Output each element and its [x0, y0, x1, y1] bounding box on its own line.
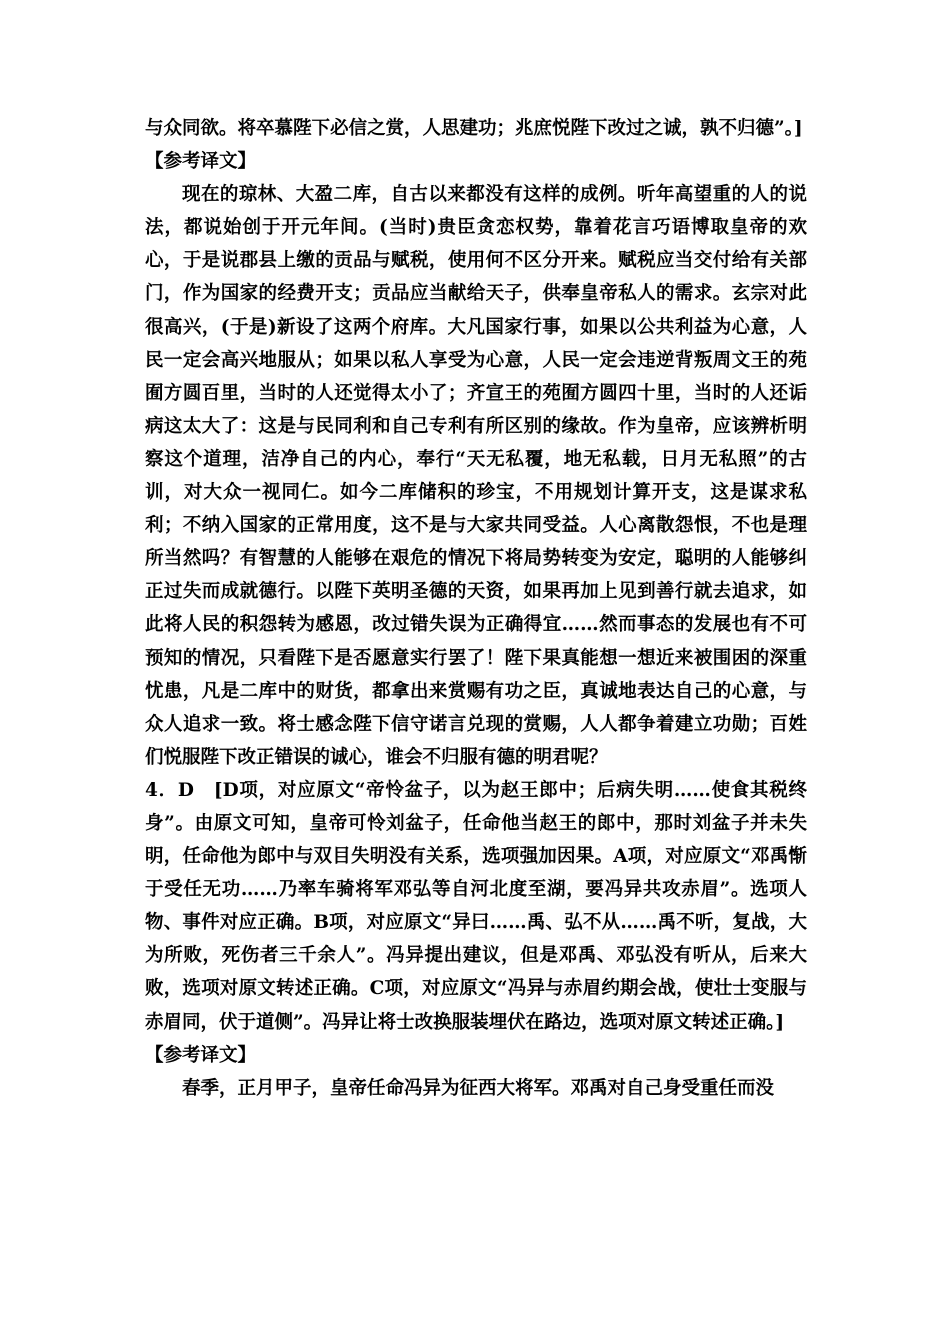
- reference-translation-heading-2: 【参考译文】: [145, 1044, 257, 1066]
- reference-translation-heading-1: 【参考译文】: [145, 151, 257, 173]
- answer-4-paragraph: 4．D [D项，对应原文“帝怜盆子，以为赵王郎中；后病失明……使食其税终身”。由原文可知，皇帝可怜刘盆子，任命他当赵王的郎中，那时刘盆子并未失明，任命他为郎中与双目失明没有关系，选项强加因果。A项，对应原文“邓禹惭于受任无功……乃率车骑将军邓弘等自河北度至湖，要冯异共攻赤眉”。选项人物、事件对应正确。B项，对应原文“异曰……禹、弘不从……禹不听，复战，大为所败，死伤者三千余人”。冯异提出建议，但是邓禹、邓弘没有听从，后来大败，选项对原文转述正确。C项，对应原文“冯异与赤眉约期会战，使壮士变服与赤眉同，伏于道侧”。冯异让将士改换服装埋伏在路边，选项对原文转述正确。]: [145, 779, 807, 1033]
- document-page: [145, 112, 807, 1105]
- translation-paragraph-1: 现在的琼林、大盈二库，自古以来都没有这样的成例。听年高望重的人的说法，都说始创于开元年间。(当时)贵臣贪恋权势，靠着花言巧语博取皇帝的欢心，于是说郡县上缴的贡品与赋税，使用何不区分开来。赋税应当交付给有关部门，作为国家的经费开支；贡品应当献给天子，供奉皇帝私人的需求。玄宗对此很高兴，(于是)新设了这两个府库。大凡国家行事，如果以公共利益为心意，人民一定会高兴地服从；如果以私人享受为心意，人民一定会违逆背叛周文王的苑囿方圆百里，当时的人还觉得太小了；齐宣王的苑囿方圆四十里，当时的人还诟病这太大了：这是与民同利和自己专利有所区别的缘故。作为皇帝，应该辨析明察这个道理，洁净自己的内心，奉行“天无私覆，地无私载，日月无私照”的古训，对大众一视同仁。如今二库储积的珍宝，不用规划计算开支，这是谋求私利；不纳入国家的正常用度，这不是与大家共同受益。人心离散怨恨，不也是理所当然吗？有智慧的人能够在艰危的情况下将局势转变为安定，聪明的人能够纠正过失而成就德行。以陛下英明圣德的天资，如果再加上见到善行就去追求，如此将人民的积怨转为感恩，改过错失误为正确得宜……然而事态的发展也有不可预知的情况，只看陛下是否愿意实行罢了！陛下果真能想一想近来被围困的深重忧患，凡是二库中的财货，都拿出来赏赐有功之臣，真诚地表达自己的心意，与众人追求一致。将士感念陛下信守诺言兑现的赏赐，人人都争着建立功勋；百姓们悦服陛下改正错误的诚心，谁会不归服有德的明君呢？: [145, 184, 807, 768]
- translation-paragraph-2: 春季，正月甲子，皇帝任命冯异为征西大将军。邓禹对自己身受重任而没: [182, 1077, 775, 1099]
- continuation-paragraph: 与众同欲。将卒慕陛下必信之赏，人思建功；兆庶悦陛下改过之诚，孰不归德”。]: [145, 118, 803, 139]
